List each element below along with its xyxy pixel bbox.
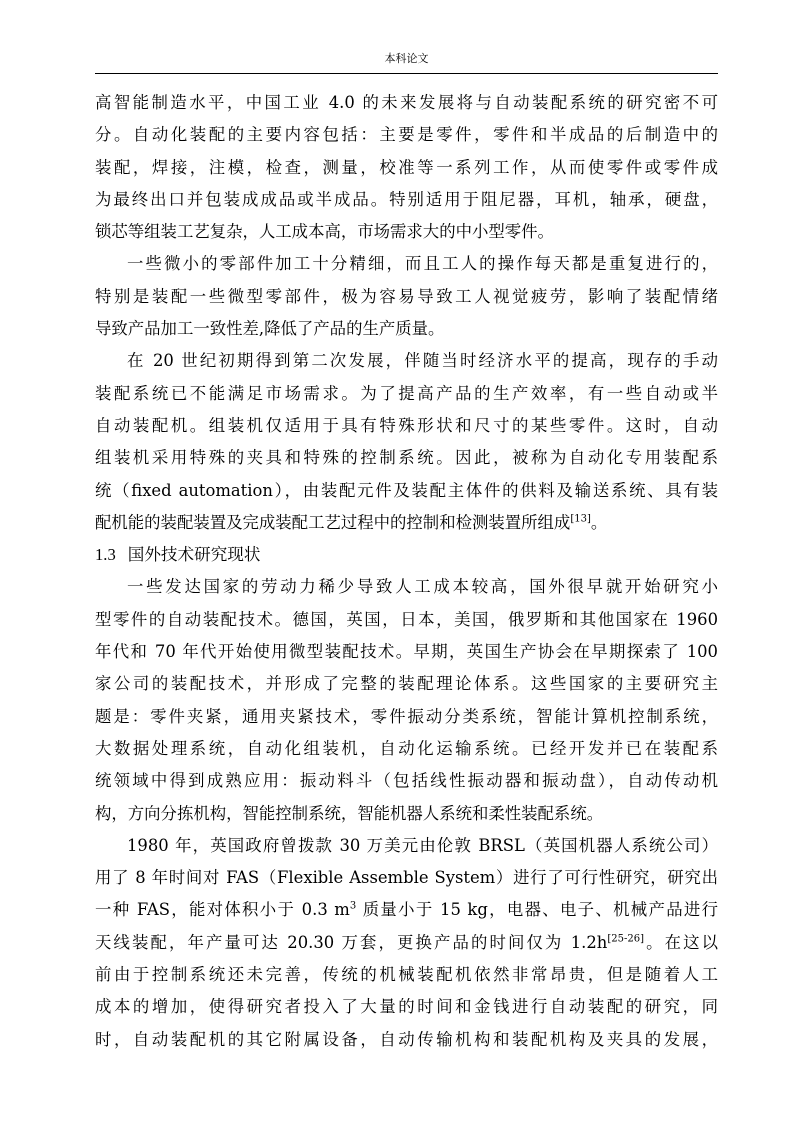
section-title: 国外技术研究现状: [127, 545, 261, 565]
paragraph-3: [95, 345, 718, 539]
text-line: 用了 8 年时间对 FAS（Flexible Assemble System）进行了可行性研究，研究出: [95, 868, 718, 888]
text-line: 自动装配机。组装机仅适用于具有特殊形状和尺寸的某些零件。这时，自动: [95, 415, 718, 435]
paragraph-2: [95, 248, 718, 345]
text-line: 统领域中得到成熟应用：振动料斗（包括线性振动器和振动盘），自动传动机: [95, 771, 718, 791]
text-span: 一种 FAS，能对体积小于 0.3 m: [95, 900, 350, 920]
header-rule: [95, 73, 718, 74]
page-header: 本科论文: [384, 52, 429, 65]
text-span: 。在这以: [644, 932, 718, 952]
text-line: 型零件的自动装配技术。德国，英国，日本，美国，俄罗斯和其他国家在 1960: [95, 609, 718, 629]
paragraph-4: [95, 571, 718, 829]
page-body: [95, 87, 718, 1056]
text-line: 在 20 世纪初期得到第二次发展，伴随当时经济水平的提高，现存的手动: [127, 351, 718, 371]
text-line: 装配，焊接，注模，检查，测量，校准等一系列工作，从而使零件或零件成: [95, 157, 718, 177]
text-line: 锁芯等组装工艺复杂，人工成本高，市场需求大的中小型零件。: [95, 222, 554, 242]
text-span: 天线装配，年产量可达 20.30 万套，更换产品的时间仅为 1.2h: [95, 932, 608, 952]
text-line: 1980 年，英国政府曾拨款 30 万美元由伦敦 BRSL（英国机器人系统公司）: [127, 835, 718, 855]
text-line: 大数据处理系统，自动化组装机，自动化运输系统。已经开发并已在装配系: [95, 738, 718, 758]
superscript: 3: [349, 900, 357, 912]
text-line: 题是：零件夹紧，通用夹紧技术，零件振动分类系统，智能计算机控制系统，: [95, 706, 718, 726]
text-line: 分。自动化装配的主要内容包括：主要是零件，零件和半成品的后制造中的: [95, 125, 718, 145]
text-line: 为最终出口并包装成成品或半成品。特别适用于阻尼器，耳机，轴承，硬盘，: [95, 189, 718, 209]
text-line: 年代和 70 年代开始使用微型装配技术。早期，英国生产协会在早期探索了 100: [95, 642, 718, 662]
section-heading: [95, 539, 718, 571]
text-line: 一些发达国家的劳动力稀少导致人工成本较高，国外很早就开始研究小: [127, 577, 718, 597]
text-span: 配机能的装配装置及完成装配工艺过程中的控制和检测装置所组成: [95, 512, 571, 532]
text-line: 成本的增加，使得研究者投入了大量的时间和金钱进行自动装配的研究，同: [95, 997, 718, 1017]
text-line: 导致产品加工一致性差,降低了产品的生产质量。: [95, 319, 445, 339]
text-line: 组装机采用特殊的夹具和特殊的控制系统。因此，被称为自动化专用装配系: [95, 448, 718, 468]
text-line: [95, 507, 718, 539]
paragraph-5: [95, 830, 718, 1056]
text-line: 前由于控制系统还未完善，传统的机械装配机依然非常昂贵，但是随着人工: [95, 965, 718, 985]
text-line: 装配系统已不能满足市场需求。为了提高产品的生产效率，有一些自动或半: [95, 383, 718, 403]
text-line: [95, 927, 718, 959]
text-line: 时，自动装配机的其它附属设备，自动传输机构和装配机构及夹具的发展，: [95, 1029, 718, 1049]
citation: [13]: [570, 513, 591, 525]
text-line: 一些微小的零部件加工十分精细，而且工人的操作每天都是重复进行的，: [127, 254, 718, 274]
text-line: 家公司的装配技术，并形成了完整的装配理论体系。这些国家的主要研究主: [95, 674, 718, 694]
text-line: 统（fixed automation），由装配元件及装配主体件的供料及输送系统、具有装: [95, 480, 718, 500]
text-span: 质量小于 15 kg，电器、电子、机械产品进行: [356, 900, 718, 920]
text-span: 。: [590, 512, 608, 532]
text-line: 构，方向分拣机构，智能控制系统，智能机器人系统和柔性装配系统。: [95, 803, 604, 823]
text-line: 特别是装配一些微型零部件，极为容易导致工人视觉疲劳，影响了装配情绪: [95, 286, 718, 306]
section-number: 1.3: [95, 545, 116, 565]
citation: [25-26]: [607, 933, 645, 945]
text-line: [95, 894, 718, 926]
text-line: 高智能制造水平，中国工业 4.0 的未来发展将与自动装配系统的研究密不可: [95, 93, 718, 112]
paragraph-1: [95, 87, 718, 248]
